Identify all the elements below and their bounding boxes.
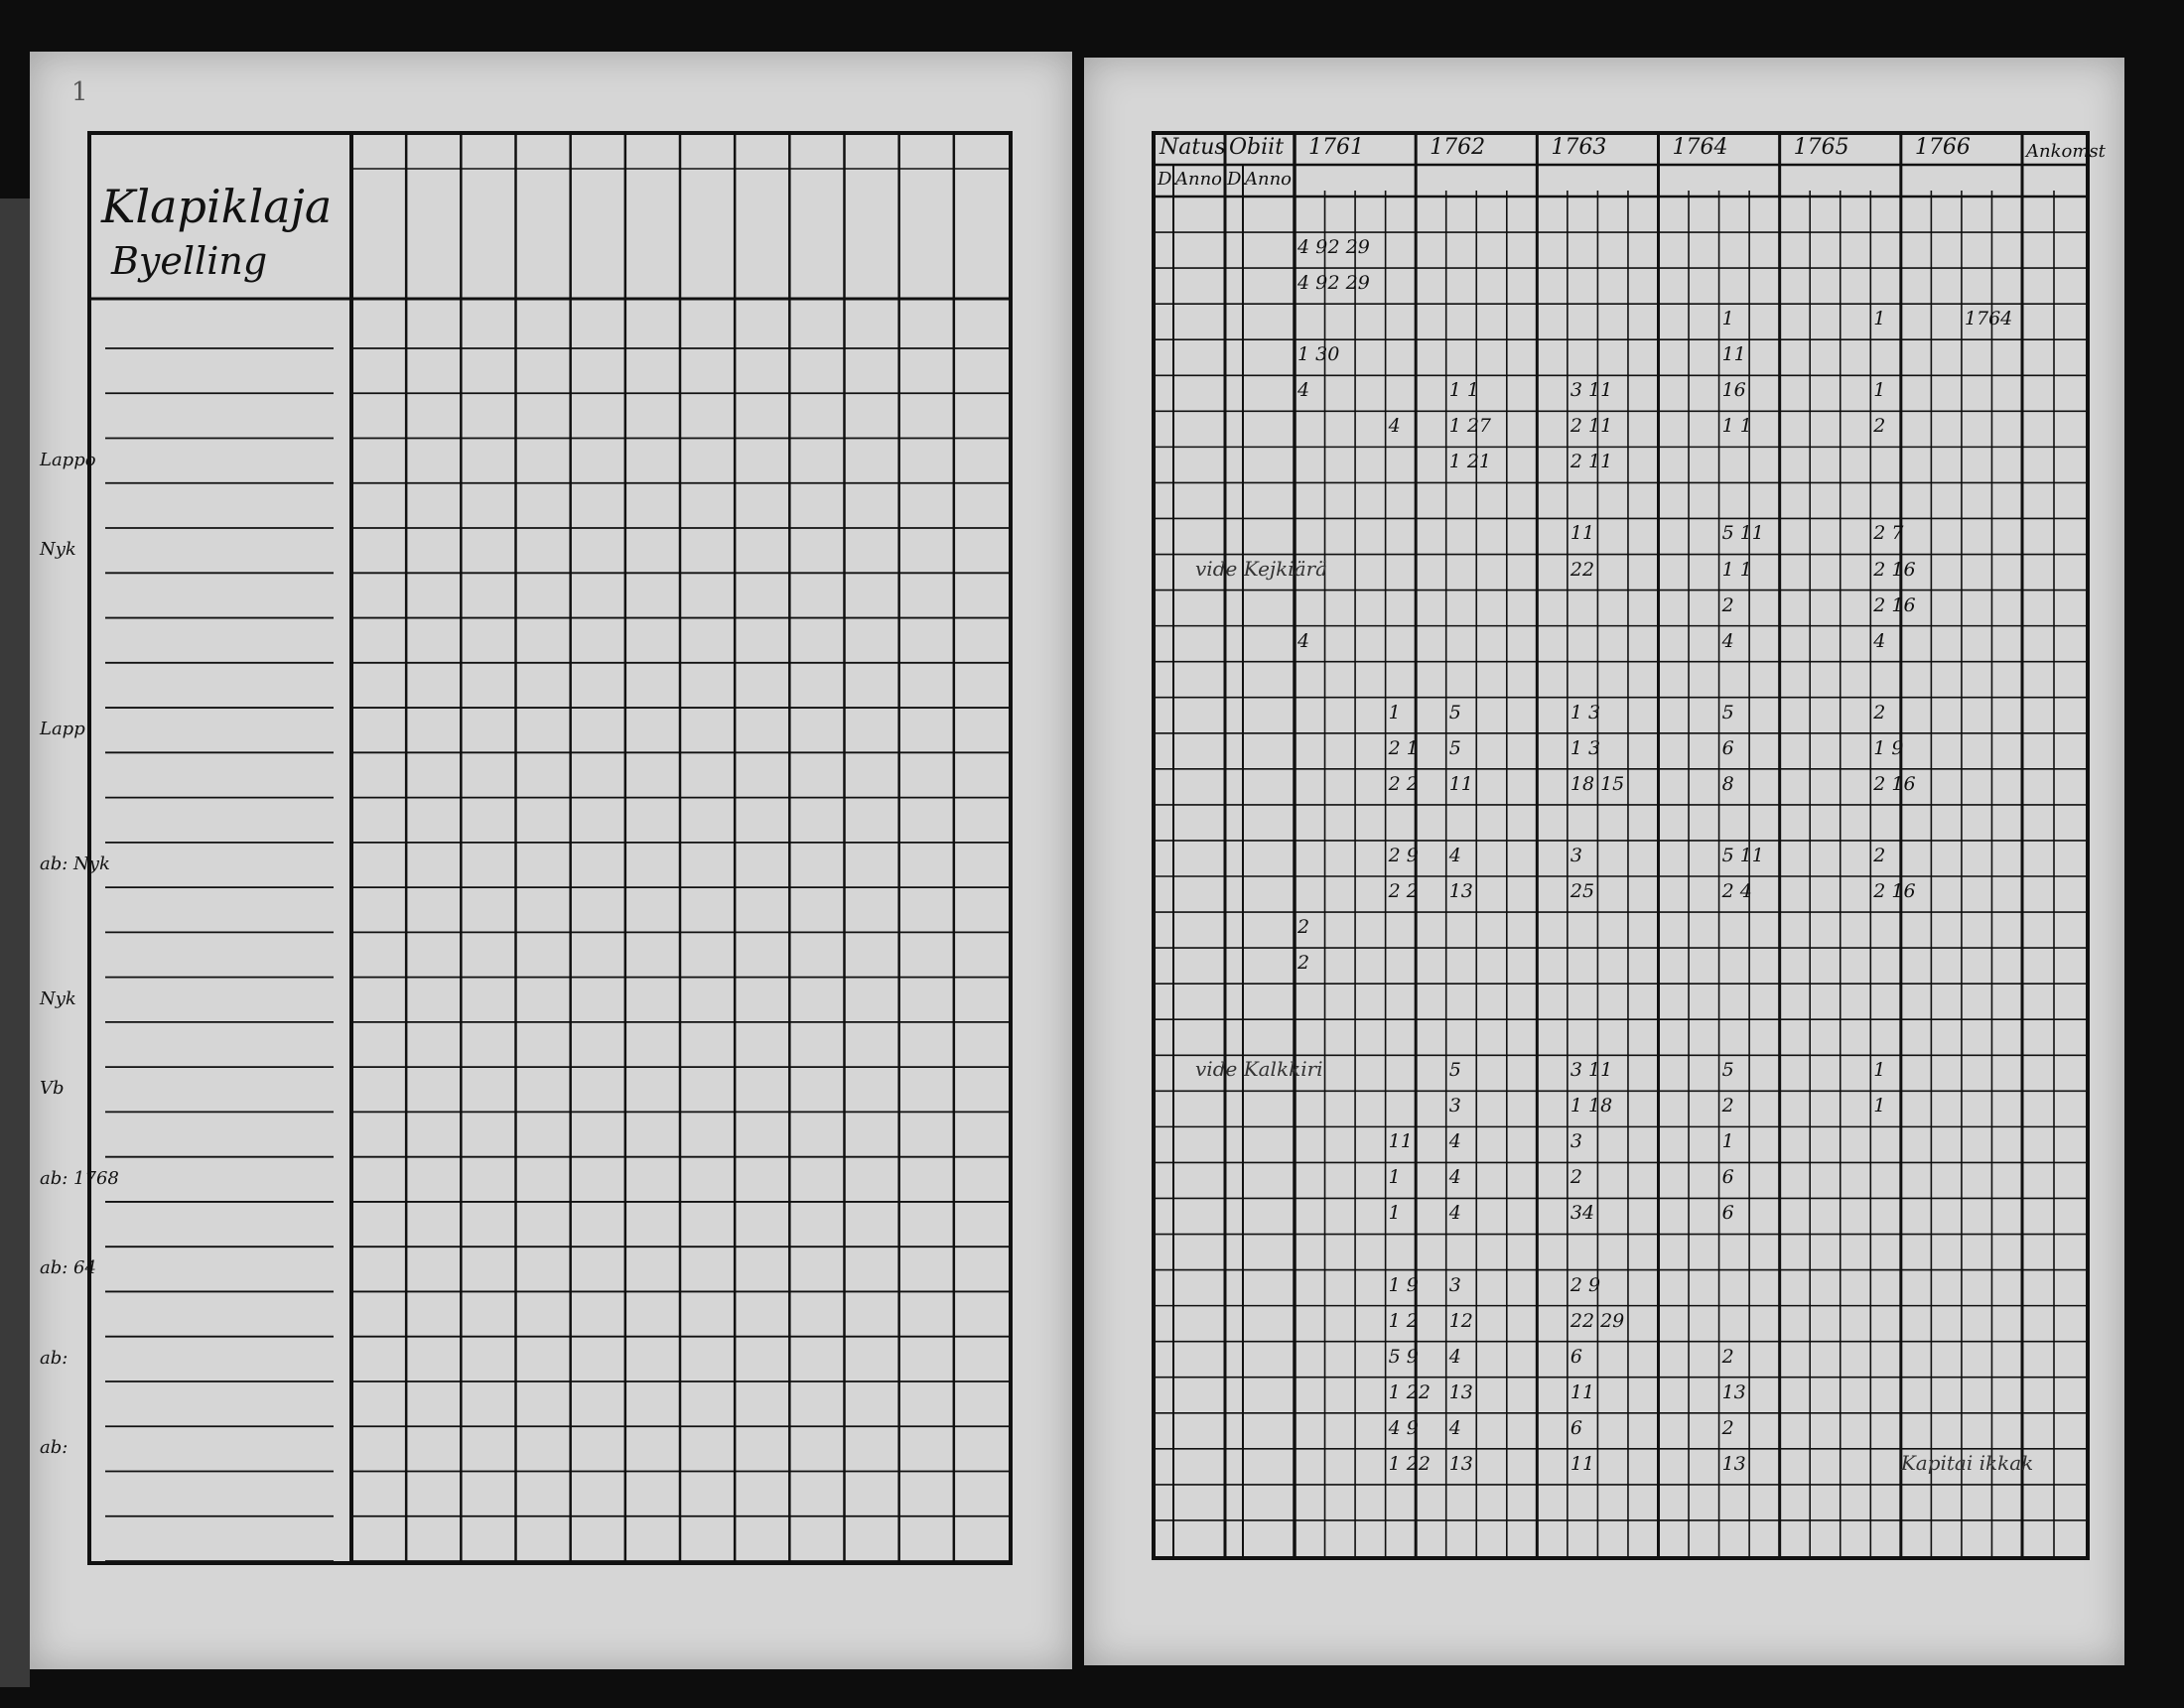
record-entry: 22 [1570,558,1595,581]
record-entry: 13 [1721,1380,1746,1403]
record-entry: 12 [1448,1309,1473,1332]
record-entry: 6 [1721,736,1734,759]
record-entry: 4 [1448,1345,1461,1368]
record-entry: 5 9 [1388,1345,1419,1368]
binding-edge [0,198,30,1687]
margin-note: ab: [40,1347,68,1369]
record-entry: 2 29 [1327,272,1370,295]
record-entry: 2 [1721,1095,1734,1117]
record-entry: 1 2 [1388,1309,1419,1332]
handwritten-note: vide Kejkiärä [1195,556,1328,581]
record-entry: 4 [1448,1166,1461,1189]
record-entry: 4 [1721,629,1734,652]
record-entry: 11 [1570,522,1595,545]
record-entry: 2 7 [1873,522,1904,545]
record-entry: 1 [1388,1202,1401,1225]
record-entry: 2 11 [1570,451,1613,473]
year-header: 1761 [1308,135,1364,160]
record-entry: 3 11 [1570,379,1613,402]
record-entry: 1 21 [1448,451,1492,473]
year-header: 1764 [1672,135,1728,160]
record-entry: 6 [1570,1345,1582,1368]
record-entry: 13 [1448,1452,1473,1475]
record-entry: 4 [1297,629,1310,652]
record-entry: 5 [1721,1059,1734,1082]
record-entry: 4 [1448,1416,1461,1439]
record-entry: 13 [1721,1452,1746,1475]
record-entry: 3 [1448,1095,1461,1117]
year-header: 1766 [1914,135,1971,160]
record-entry: 1 3 [1570,701,1601,723]
record-entry: 1 9 [1873,736,1904,759]
record-entry: 2 [1297,916,1310,939]
record-entry: 2 [1721,1345,1734,1368]
record-entry: 1 [1873,379,1886,402]
record-entry: 5 11 [1721,522,1764,545]
record-entry: 2 9 [1388,844,1419,866]
record-entry: 5 [1721,701,1734,723]
vital-records-table [1152,131,2106,1560]
margin-note: Nyk [40,987,76,1009]
record-entry: 1 [1388,701,1401,723]
parish-name: Klapiklaja [101,180,333,233]
record-entry: 22 29 [1570,1309,1625,1332]
left-table-grid [91,135,1009,1561]
record-entry: 2 16 [1873,772,1916,795]
record-entry: 6 [1721,1166,1734,1189]
record-entry: 2 11 [1570,415,1613,438]
record-entry: 5 [1448,736,1461,759]
record-entry: 1 1 [1448,379,1479,402]
record-entry: 16 [1721,379,1746,402]
year-header: 1763 [1551,135,1607,160]
record-entry: 2 [1873,415,1886,438]
record-entry: 11 [1721,343,1746,366]
record-entry: 1 [1721,308,1734,330]
catechetical-register-table [87,131,1013,1565]
record-entry: 3 [1570,1130,1582,1153]
record-entry: 3 11 [1570,1059,1613,1082]
year-header: 1765 [1793,135,1849,160]
record-entry: 2 [1570,1166,1582,1189]
natus-header: Natus [1160,135,1226,160]
record-entry: 1 27 [1448,415,1492,438]
record-entry: 1 30 [1297,343,1340,366]
handwritten-note: Kapitai ikkak [1900,1450,2034,1475]
record-entry: 2 [1873,701,1886,723]
village-name: Byelling [111,239,268,283]
record-entry: 2 16 [1873,880,1916,902]
record-entry: 8 [1721,772,1734,795]
record-entry: 4 [1297,379,1310,402]
record-entry: 2 2 [1388,772,1419,795]
record-entry: 2 [1873,844,1886,866]
record-entry: 11 [1448,772,1473,795]
record-entry: 4 9 [1297,272,1328,295]
record-entry: 6 [1570,1416,1582,1439]
record-entry: 34 [1570,1202,1595,1225]
record-entry: 5 [1448,1059,1461,1082]
margin-note: Lappo [40,449,96,470]
margin-note: Lapp [40,719,85,740]
record-entry: 1 [1873,1059,1886,1082]
day-subheader: D. [1227,169,1247,190]
anno-subheader: Anno [1245,169,1293,190]
page-number: 1 [71,77,88,107]
year-header: 1762 [1430,135,1486,160]
record-entry: 4 [1388,415,1401,438]
record-entry: 18 15 [1570,772,1625,795]
record-entry: 1 1 [1721,558,1752,581]
record-entry: 2 9 [1570,1273,1601,1296]
record-entry: 25 [1570,880,1595,902]
record-entry: 2 29 [1327,236,1370,259]
record-entry: 4 [1448,1130,1461,1153]
arrival-header: Ankomst [2026,141,2106,162]
record-entry: 11 [1570,1452,1595,1475]
record-entry: 13 [1448,880,1473,902]
record-entry: 2 4 [1721,880,1752,902]
record-entry: 2 16 [1873,593,1916,616]
margin-note: ab: 64 [40,1257,96,1279]
record-entry: 4 9 [1297,236,1328,259]
record-entry: 13 [1448,1380,1473,1403]
record-entry: 5 11 [1721,844,1764,866]
anno-subheader: Anno [1175,169,1223,190]
record-entry: 2 1 [1388,736,1419,759]
record-entry: 4 [1873,629,1886,652]
record-entry: 4 [1448,1202,1461,1225]
record-entry: 2 [1297,952,1310,975]
record-entry: 1 [1873,1095,1886,1117]
handwritten-note: vide Kalkkiri [1195,1057,1323,1082]
record-entry: 1 [1873,308,1886,330]
record-entry: 1 18 [1570,1095,1613,1117]
margin-note: Vb [40,1078,65,1100]
obiit-header: Obiit [1229,135,1285,160]
margin-note: Nyk [40,539,76,561]
record-entry: 1 9 [1388,1273,1419,1296]
margin-note: ab: Nyk [40,854,110,875]
day-subheader: D. [1158,169,1177,190]
record-entry: 1 [1388,1166,1401,1189]
record-entry: 1 1 [1721,415,1752,438]
record-entry: 1 22 [1388,1380,1431,1403]
record-entry: 4 [1448,844,1461,866]
record-entry: 1 [1721,1130,1734,1153]
margin-note: ab: 1768 [40,1167,119,1189]
record-entry: 5 [1448,701,1461,723]
record-entry: 2 [1721,593,1734,616]
record-entry: 6 [1721,1202,1734,1225]
record-entry: 11 [1570,1380,1595,1403]
record-entry: 4 9 [1388,1416,1419,1439]
right-table-grid [1156,135,2086,1556]
record-entry: 2 16 [1873,558,1916,581]
record-entry: 1764 [1964,308,2013,330]
record-entry: 11 [1388,1130,1413,1153]
record-entry: 1 3 [1570,736,1601,759]
margin-note: ab: [40,1437,68,1459]
record-entry: 3 [1570,844,1582,866]
record-entry: 3 [1448,1273,1461,1296]
record-entry: 1 22 [1388,1452,1431,1475]
record-entry: 2 2 [1388,880,1419,902]
record-entry: 2 [1721,1416,1734,1439]
